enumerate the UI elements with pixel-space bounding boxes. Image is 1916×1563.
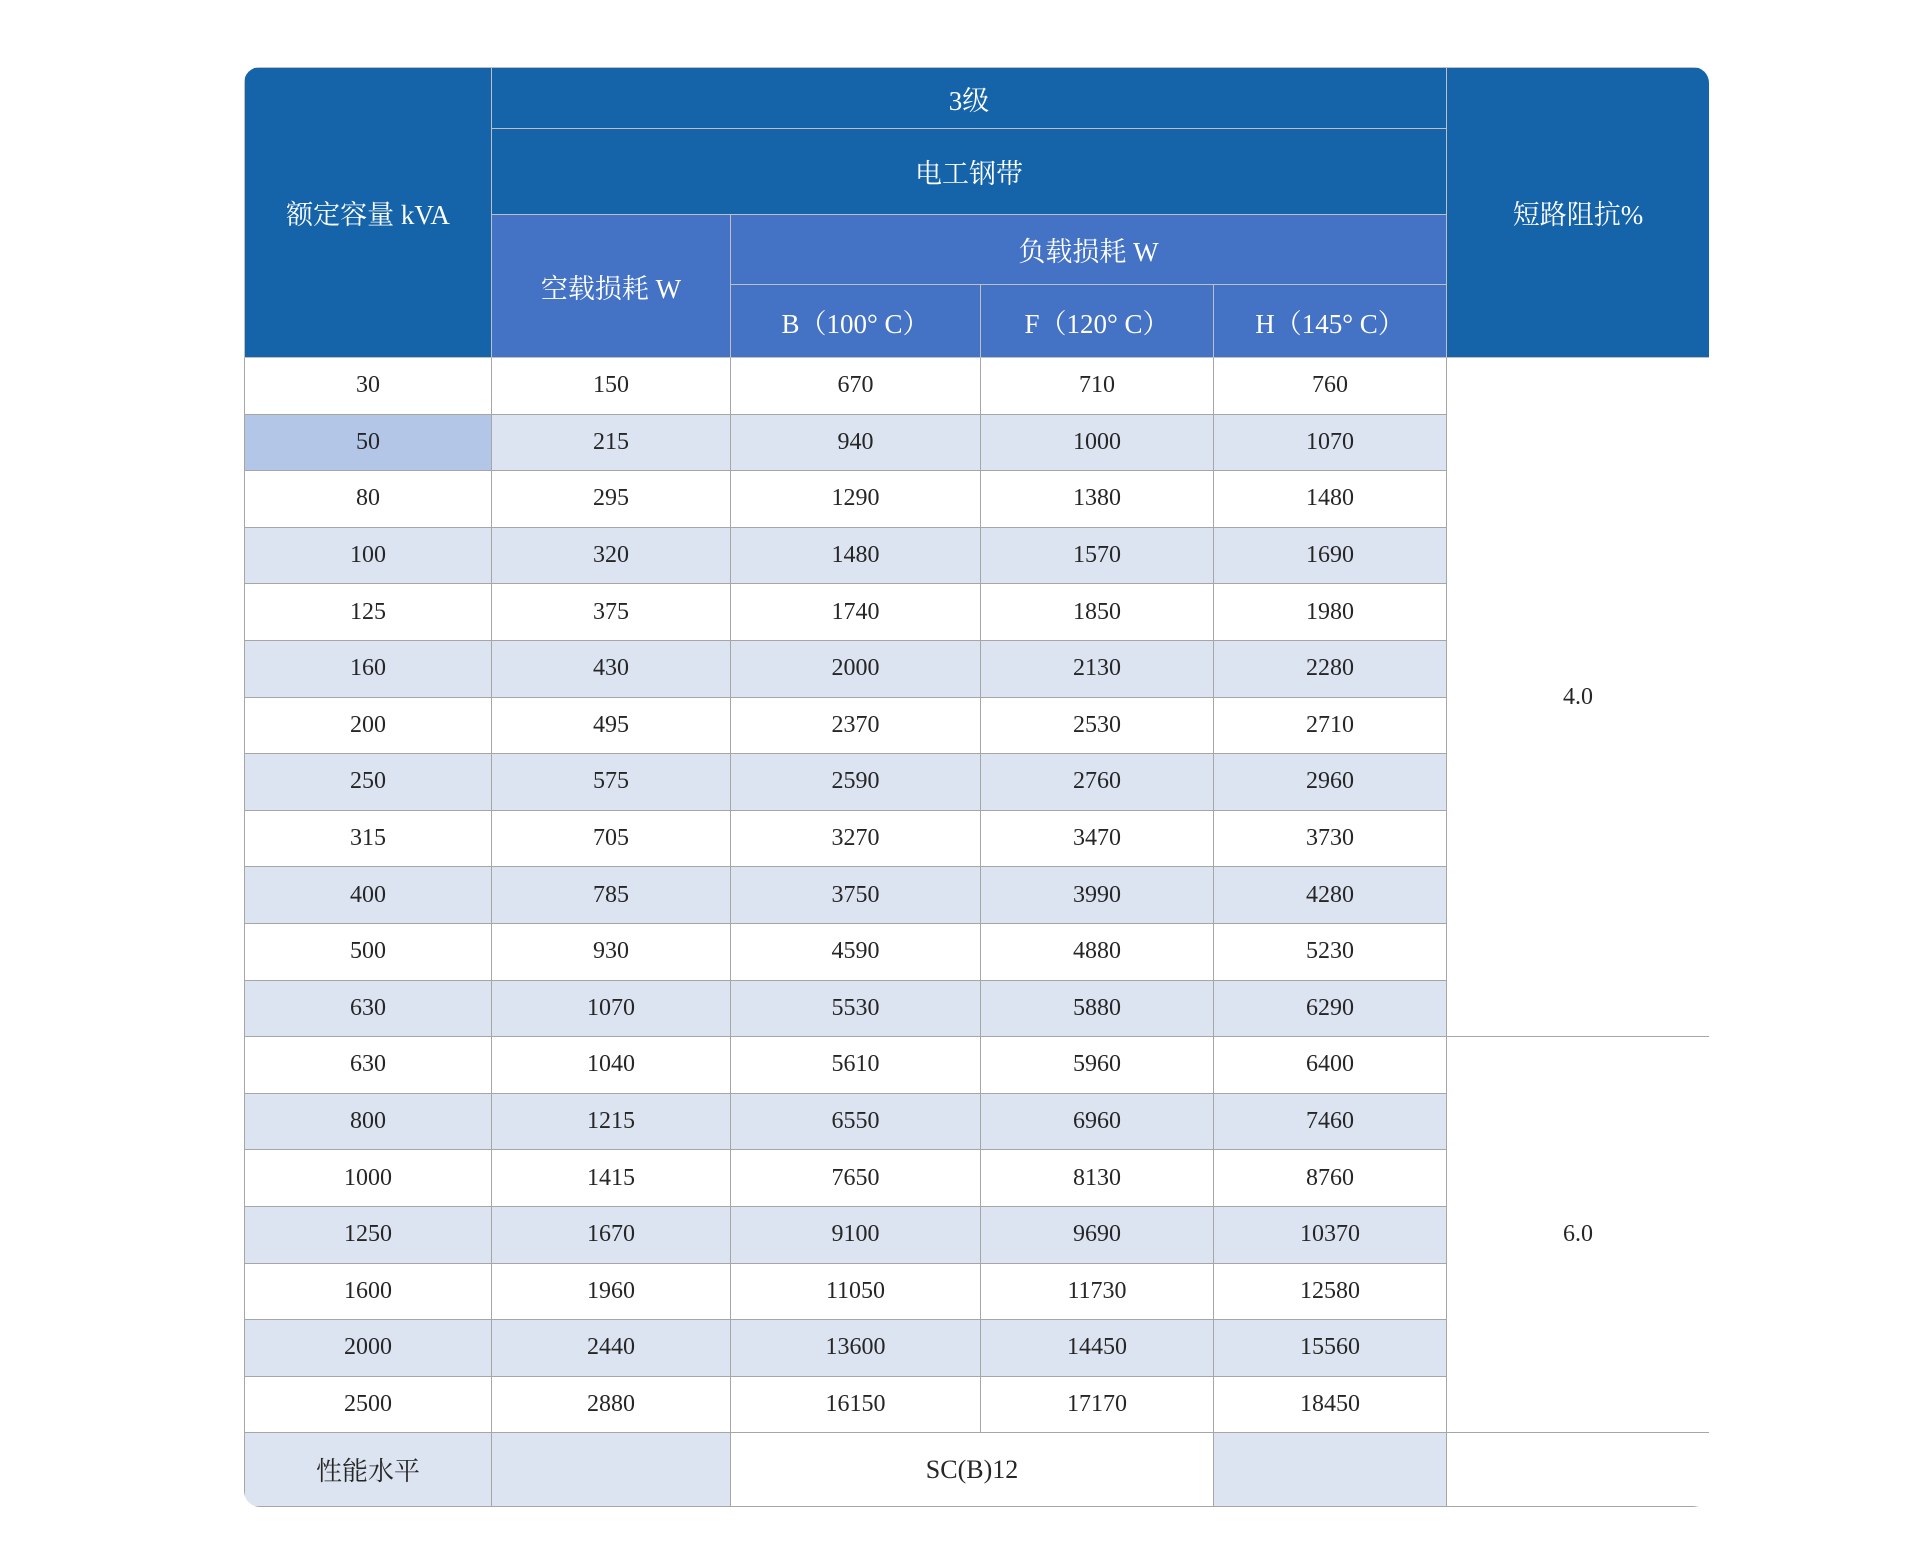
table-cell: 2440 (492, 1320, 731, 1377)
table-cell: 3750 (731, 867, 981, 924)
table-cell: 5530 (731, 980, 981, 1037)
table-cell: 3270 (731, 810, 981, 867)
table-cell: 400 (245, 867, 492, 924)
table-cell: 1740 (731, 584, 981, 641)
header-temp-f: F（120° C） (981, 285, 1214, 358)
table-cell: 160 (245, 640, 492, 697)
table-cell: 215 (492, 414, 731, 471)
table-cell: 7460 (1214, 1093, 1447, 1150)
table-cell: 200 (245, 697, 492, 754)
table-cell: 4880 (981, 923, 1214, 980)
table-cell: 3990 (981, 867, 1214, 924)
table-cell: 1250 (245, 1206, 492, 1263)
footer-empty-cell (1214, 1433, 1447, 1507)
table-cell: 785 (492, 867, 731, 924)
table-cell: 2710 (1214, 697, 1447, 754)
table-cell: 495 (492, 697, 731, 754)
table-cell: 705 (492, 810, 731, 867)
header-temp-h: H（145° C） (1214, 285, 1447, 358)
table-cell: 80 (245, 471, 492, 528)
table-cell: 6960 (981, 1093, 1214, 1150)
table-cell: 500 (245, 923, 492, 980)
header-grade-level: 3级 (492, 68, 1447, 129)
table-cell: 2370 (731, 697, 981, 754)
table-cell: 30 (245, 358, 492, 415)
table-cell: 630 (245, 1037, 492, 1094)
table-cell: 1415 (492, 1150, 731, 1207)
table-cell: 670 (731, 358, 981, 415)
table-cell: 100 (245, 527, 492, 584)
table-cell: 1570 (981, 527, 1214, 584)
impedance-value-cell: 4.0 (1447, 358, 1710, 1037)
table-cell: 2760 (981, 754, 1214, 811)
table-cell: 6400 (1214, 1037, 1447, 1094)
table-cell: 150 (492, 358, 731, 415)
header-temp-b: B（100° C） (731, 285, 981, 358)
table-cell: 13600 (731, 1320, 981, 1377)
table-cell: 1040 (492, 1037, 731, 1094)
table-cell: 1380 (981, 471, 1214, 528)
table-cell: 1960 (492, 1263, 731, 1320)
table-cell: 12580 (1214, 1263, 1447, 1320)
table-cell: 2960 (1214, 754, 1447, 811)
table-cell: 18450 (1214, 1376, 1447, 1433)
table-cell: 8760 (1214, 1150, 1447, 1207)
table-cell: 2130 (981, 640, 1214, 697)
table-cell: 630 (245, 980, 492, 1037)
header-load-loss: 负载损耗 W (731, 215, 1447, 285)
table-cell: 8130 (981, 1150, 1214, 1207)
table-cell: 1215 (492, 1093, 731, 1150)
table-cell: 1000 (245, 1150, 492, 1207)
table-cell: 10370 (1214, 1206, 1447, 1263)
table-cell: 1070 (492, 980, 731, 1037)
transformer-loss-table (244, 67, 1709, 1507)
spec-table (244, 67, 1709, 1507)
table-cell: 2530 (981, 697, 1214, 754)
table-cell: 9100 (731, 1206, 981, 1263)
table-cell: 2880 (492, 1376, 731, 1433)
table-cell: 1000 (981, 414, 1214, 471)
table-cell: 250 (245, 754, 492, 811)
table-cell: 430 (492, 640, 731, 697)
table-cell: 2000 (245, 1320, 492, 1377)
table-cell: 11730 (981, 1263, 1214, 1320)
table-cell: 2000 (731, 640, 981, 697)
table-cell: 320 (492, 527, 731, 584)
table-cell: 940 (731, 414, 981, 471)
table-cell: 6290 (1214, 980, 1447, 1037)
table-cell: 1850 (981, 584, 1214, 641)
table-cell: 14450 (981, 1320, 1214, 1377)
table-cell: 5230 (1214, 923, 1447, 980)
table-cell: 710 (981, 358, 1214, 415)
table-row (245, 1037, 1710, 1094)
table-cell: 2280 (1214, 640, 1447, 697)
table-cell: 7650 (731, 1150, 981, 1207)
table-cell: 15560 (1214, 1320, 1447, 1377)
table-cell: 5960 (981, 1037, 1214, 1094)
table-cell: 1480 (1214, 471, 1447, 528)
table-cell: 16150 (731, 1376, 981, 1433)
table-cell: 1670 (492, 1206, 731, 1263)
table-row (245, 358, 1710, 415)
header-rated-capacity: 额定容量 kVA (245, 68, 492, 358)
table-cell: 17170 (981, 1376, 1214, 1433)
table-cell: 1600 (245, 1263, 492, 1320)
table-cell: 760 (1214, 358, 1447, 415)
footer-empty-cell (492, 1433, 731, 1507)
table-cell: 1480 (731, 527, 981, 584)
header-no-load-loss: 空载损耗 W (492, 215, 731, 358)
table-cell: 1290 (731, 471, 981, 528)
table-header (245, 68, 1710, 358)
table-cell: 1690 (1214, 527, 1447, 584)
footer-empty-cell (1447, 1433, 1710, 1507)
header-steel-strip: 电工钢带 (492, 129, 1447, 215)
table-cell: 6550 (731, 1093, 981, 1150)
table-cell: 3730 (1214, 810, 1447, 867)
table-cell: 1070 (1214, 414, 1447, 471)
footer-label: 性能水平 (245, 1433, 492, 1507)
table-cell: 575 (492, 754, 731, 811)
table-cell: 2500 (245, 1376, 492, 1433)
table-cell: 125 (245, 584, 492, 641)
table-cell: 2590 (731, 754, 981, 811)
table-cell: 375 (492, 584, 731, 641)
table-cell: 50 (245, 414, 492, 471)
table-cell: 295 (492, 471, 731, 528)
table-cell: 11050 (731, 1263, 981, 1320)
table-cell: 5880 (981, 980, 1214, 1037)
table-cell: 930 (492, 923, 731, 980)
table-body (245, 358, 1710, 1433)
table-cell: 315 (245, 810, 492, 867)
table-cell: 4280 (1214, 867, 1447, 924)
table-cell: 5610 (731, 1037, 981, 1094)
table-cell: 9690 (981, 1206, 1214, 1263)
table-cell: 800 (245, 1093, 492, 1150)
table-cell: 1980 (1214, 584, 1447, 641)
footer-performance-value: SC(B)12 (731, 1433, 1214, 1507)
header-impedance: 短路阻抗% (1447, 68, 1710, 358)
table-cell: 4590 (731, 923, 981, 980)
table-cell: 3470 (981, 810, 1214, 867)
table-footer (245, 1433, 1710, 1507)
impedance-value-cell: 6.0 (1447, 1037, 1710, 1433)
